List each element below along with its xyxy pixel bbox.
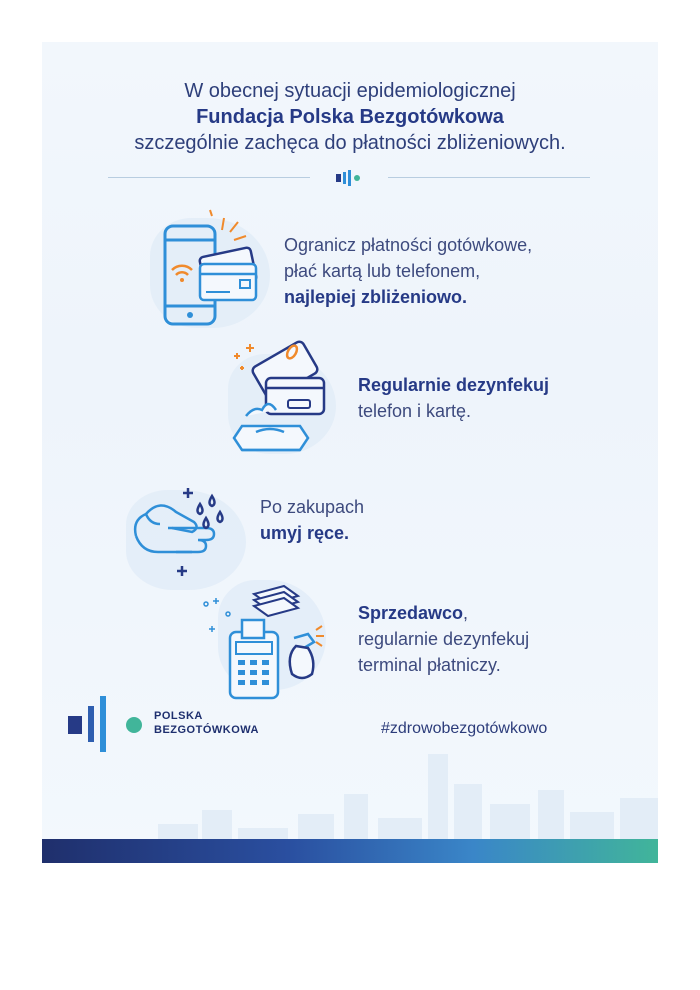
tip-3-line-1: Po zakupach [260, 497, 365, 517]
tip-1-line-1: Ogranicz płatności gotówkowe, [284, 235, 533, 255]
gradient-footer-bar [42, 839, 658, 863]
tip-2-text [358, 372, 549, 424]
tip-4-line-3: terminal płatniczy. [358, 655, 501, 675]
wipes-card-icon [226, 338, 336, 462]
tip-3-bold: umyj ręce. [260, 523, 350, 543]
tip-4-text [358, 600, 529, 678]
terminal-spray-icon [198, 580, 328, 704]
header-line-1: W obecnej sytuacji epidemiologicznej [184, 80, 516, 102]
city-skyline-illustration [158, 754, 658, 850]
tip-2-line-2: telefon i kartę. [358, 401, 472, 421]
tip-4-bold: Sprzedawco [358, 603, 464, 623]
divider-right [388, 177, 590, 178]
tip-1-line-2: płać kartą lub telefonem, [284, 261, 481, 281]
hashtag: #zdrowobezgotówkowo [381, 720, 548, 737]
divider-left [108, 177, 310, 178]
header-line-2: Fundacja Polska Bezgotówkowa [196, 106, 504, 128]
tip-4-line-2: regularnie dezynfekuj [358, 629, 530, 649]
washing-hands-icon [128, 478, 238, 578]
brand-line-1: POLSKA [154, 710, 203, 722]
brand-name [154, 709, 259, 737]
phone-card-contactless-icon [160, 208, 270, 332]
tip-1-bold: najlepiej zbliżeniowo. [284, 287, 468, 307]
tip-2-bold: Regularnie dezynfekuj [358, 375, 550, 395]
header [42, 78, 658, 156]
tip-4-line-1 [358, 600, 529, 626]
divider-logo-icon [322, 168, 378, 188]
header-line-3: szczególnie zachęca do płatności zbliżeniowych. [134, 132, 566, 154]
tip-3-text [260, 494, 364, 546]
tip-1-text [284, 232, 532, 310]
tip-4-comma: , [463, 603, 469, 623]
brand-line-2: BEZGOTÓWKOWA [154, 724, 259, 736]
